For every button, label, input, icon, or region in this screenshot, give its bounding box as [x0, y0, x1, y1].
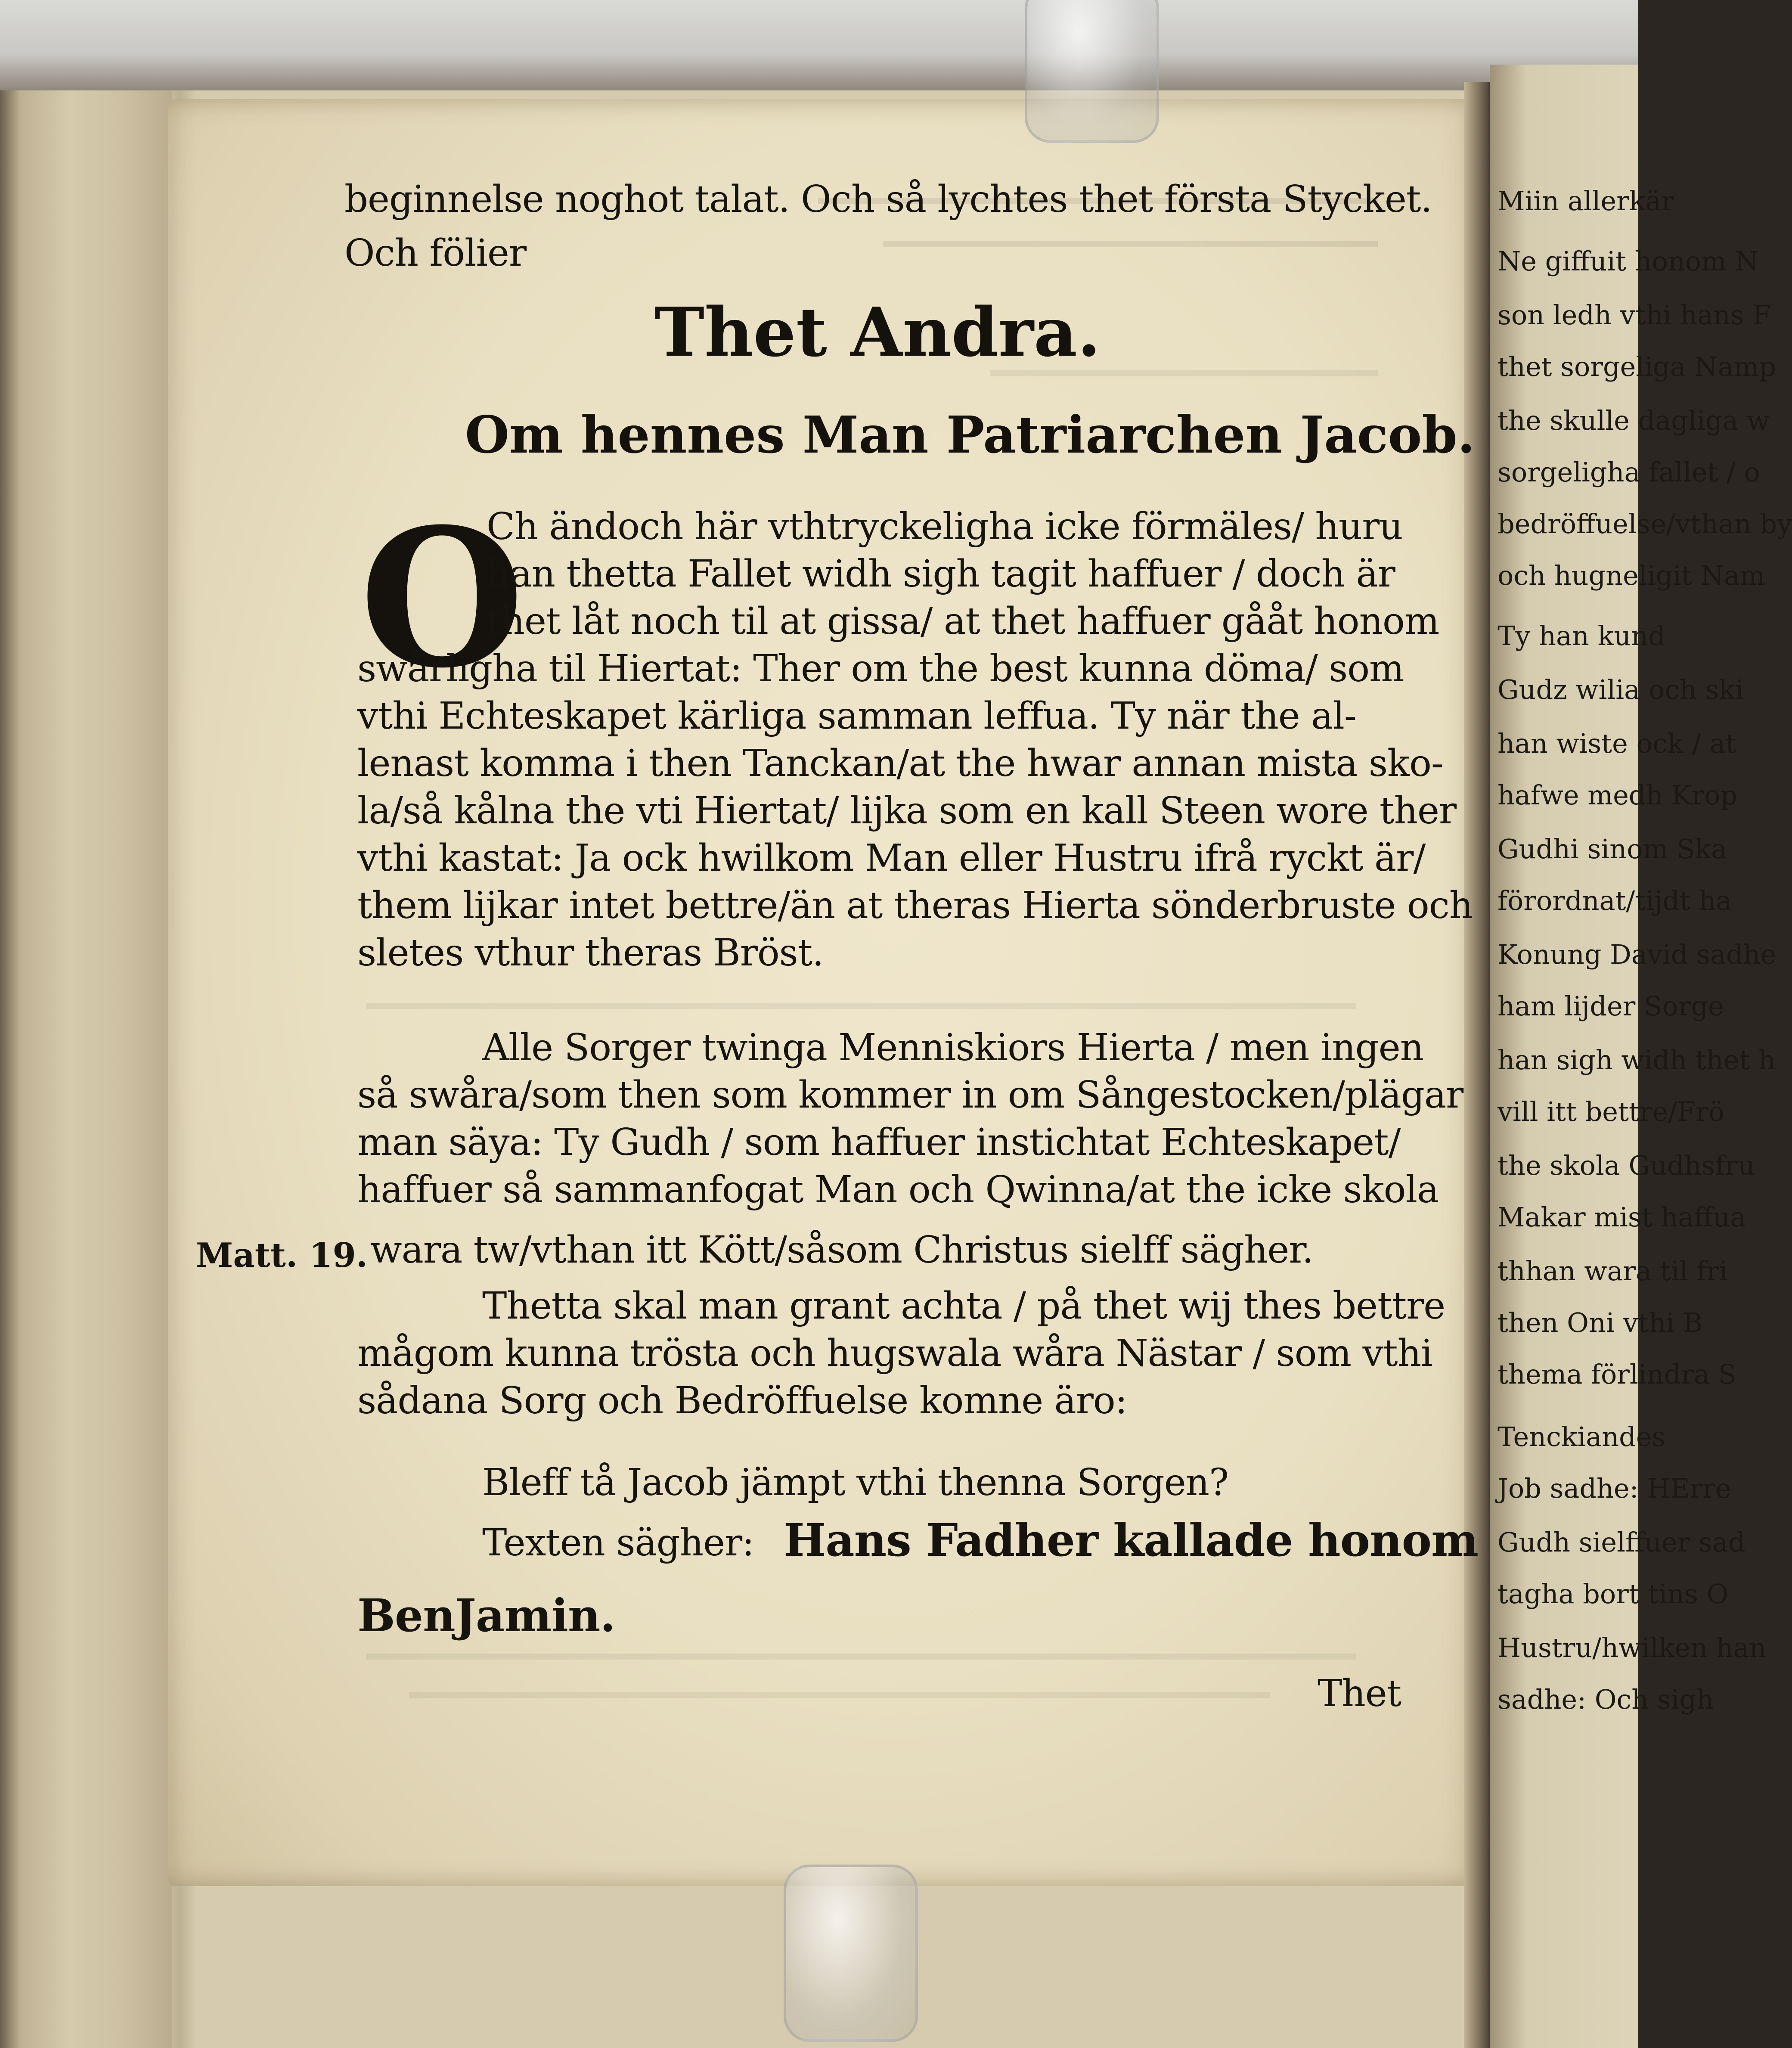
facing-page-line: the skulle dagliga w [1497, 405, 1770, 436]
section-subheading: Om hennes Man Patriarchen Jacob. [465, 405, 1475, 465]
bleed-through-mark [883, 241, 1378, 247]
facing-page-line: sadhe: Och sigh [1497, 1684, 1714, 1715]
facing-page-line: Miin allerkär [1497, 185, 1674, 217]
catchword: Thet [1318, 1672, 1401, 1715]
text-line: beginnelse noghot talat. Och så lychtes thet första Stycket. [344, 178, 1432, 221]
text-line: Alle Sorger twinga Menniskiors Hierta / men ingen [482, 1026, 1423, 1069]
facing-page-line: Ty han kund [1497, 620, 1665, 652]
facing-page-line: sorgeligha fallet / o [1497, 456, 1760, 488]
facing-page-line: Job sadhe: HErre [1497, 1473, 1731, 1504]
text-line: så swåra/som then som kommer in om Sångestocken/plägar [357, 1074, 1463, 1117]
bleed-through-mark [366, 1003, 1356, 1009]
bleed-through-mark [366, 1654, 1356, 1660]
text-line: haffuer så sammanfogat Man och Qwinna/at the icke skola [357, 1168, 1439, 1211]
text-line: mågom kunna trösta och hugswala wåra Nästar / som vthi [357, 1332, 1432, 1375]
text-line: lenast komma i then Tanckan/at the hwar annan mista sko- [357, 742, 1443, 785]
page-clip-bottom [784, 1865, 918, 2042]
text-line: swårligha til Hiertat: Ther om the best kunna döma/ som [357, 647, 1404, 690]
text-line: han thetta Fallet widh sigh tagit haffuer / doch är [487, 552, 1395, 596]
facing-page-line: Hustru/hwilken han [1497, 1632, 1767, 1663]
facing-page-line: thhan wara til fri [1497, 1255, 1728, 1287]
facing-page-line: Ne giffuit honom N [1497, 245, 1758, 277]
facing-page-line: Makar mist haffua [1497, 1201, 1746, 1233]
text-line: Texten sägher: [482, 1521, 754, 1564]
text-line: man säya: Ty Gudh / som haffuer instichtat Echteskapet/ [357, 1121, 1401, 1164]
facing-page-fragment [1490, 65, 1792, 2048]
text-line: sådana Sorg och Bedröffuelse komne äro: [357, 1379, 1127, 1422]
page-clip-top [1025, 0, 1159, 143]
text-line: thet låt noch til at gissa/ at thet haffuer gååt honom [487, 600, 1439, 643]
facing-page-line: ham lijder Sorge [1497, 990, 1724, 1022]
facing-page-line: vill itt bettre/Frö [1497, 1096, 1724, 1127]
facing-page-line: förordnat/tijdt ha [1497, 885, 1732, 916]
margin-reference: Matt. 19. [196, 1236, 368, 1275]
facing-page-line: han sigh widh thet h [1497, 1044, 1776, 1076]
facing-page-line: han wiste ock / at [1497, 728, 1736, 759]
text-line: la/så kålna the vti Hiertat/ lijka som en kall Steen wore ther [357, 789, 1456, 832]
text-line: sletes vthur theras Bröst. [357, 931, 824, 974]
facing-page-line: och hugneligit Nam [1497, 560, 1765, 591]
text-line: Och fölier [344, 232, 527, 275]
facing-page-line: son ledh vthi hans F [1497, 299, 1771, 331]
facing-page-line: Konung David sadhe [1497, 939, 1776, 970]
text-line: Ch ändoch här vthtryckeligha icke förmäles/ huru [487, 505, 1403, 548]
facing-page-line: hafwe medh Krop [1497, 779, 1738, 811]
text-line: wara tw/vthan itt Kött/såsom Christus sielff sägher. [370, 1229, 1314, 1272]
drop-cap-initial: O [360, 487, 525, 710]
scan-top-margin [0, 0, 1638, 90]
section-heading: Thet Andra. [654, 293, 1101, 372]
text-line: them lijkar intet bettre/än at theras Hierta sönderbruste och [357, 884, 1473, 927]
facing-page-line: Gudh sielffuer sad [1497, 1527, 1745, 1558]
facing-page-line: Gudz wilia och ski [1497, 674, 1744, 705]
text-line: Thetta skal man grant achta / på thet wij thes bettre [482, 1285, 1445, 1328]
facing-page-line: Tenckiandes [1497, 1421, 1666, 1452]
text-line: vthi Echteskapet kärliga samman leffua. Ty när the al- [357, 695, 1356, 738]
text-line: vthi kastat: Ja ock hwilkom Man eller Hustru ifrå ryckt är/ [357, 837, 1426, 880]
facing-page-line: tagha bort tins O [1497, 1578, 1729, 1610]
scripture-quote: Hans Fadher kallade honom [784, 1514, 1478, 1567]
facing-page-line: the skola Gudhsfru [1497, 1150, 1755, 1181]
text-line: Bleff tå Jacob jämpt vthi thenna Sorgen? [482, 1461, 1229, 1504]
facing-page-line: then Oni vthi B [1497, 1307, 1703, 1338]
facing-page-line: thet sorgeliga Namp [1497, 351, 1776, 382]
facing-page-line: bedröffuelse/vthan by [1497, 508, 1792, 540]
book-cover-edge [0, 82, 172, 2048]
facing-page-line: thema förlindra S [1497, 1359, 1736, 1390]
scripture-quote-end: BenJamin. [357, 1589, 615, 1642]
facing-page-line: Gudhi sinom Ska [1497, 833, 1727, 865]
bleed-through-mark [409, 1692, 1270, 1698]
